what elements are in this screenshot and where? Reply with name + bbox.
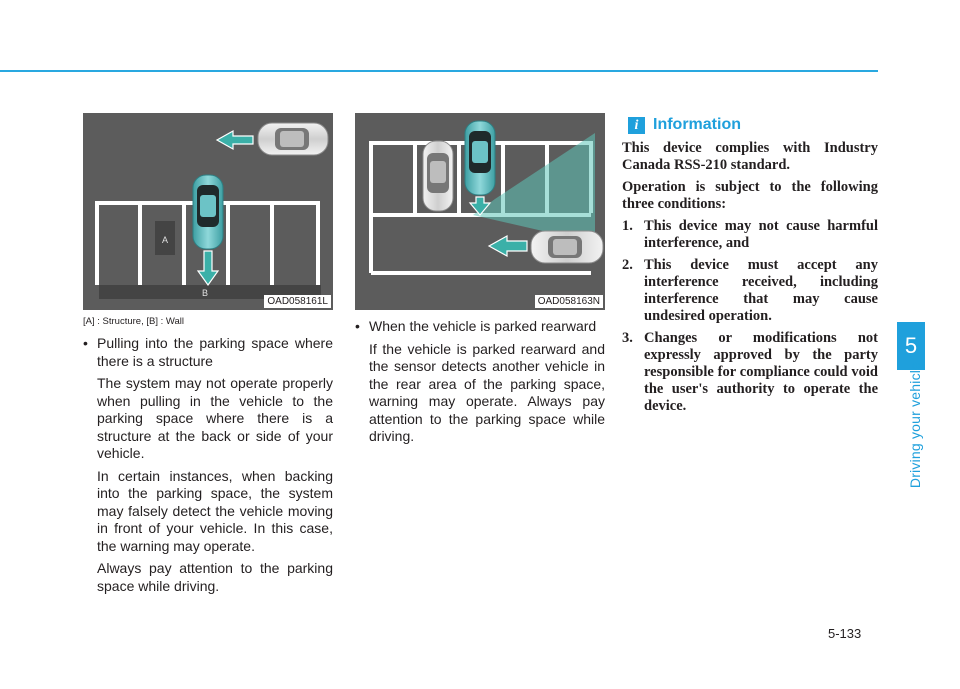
page-number: 5-133: [828, 626, 862, 641]
paragraph: Always pay attention to the parking space while driving.: [97, 560, 333, 594]
figure-pulling-in: [83, 113, 333, 310]
info-paragraph: Operation is subject to the following three conditions:: [622, 179, 878, 212]
list-item: [622, 218, 878, 252]
column-1: [83, 335, 333, 595]
paragraph: The system may not operate properly when pulling in the vehicle to the parking space where there is a structure at the back or side of your vehicle.: [97, 375, 333, 461]
info-header: [628, 116, 741, 134]
label-b: B: [201, 288, 209, 298]
figure-parked-rearward: [355, 113, 605, 310]
down-arrow: [198, 251, 218, 285]
silver-parked-car: [423, 141, 453, 211]
left-arrow: [217, 131, 253, 149]
list-text: This device must accept any interference received, including interference that may cause undesired operation.: [644, 257, 878, 324]
info-body: [622, 140, 878, 420]
list-item: [622, 257, 878, 325]
list-number: 1.: [622, 218, 633, 234]
chapter-title: Driving your vehicle: [907, 361, 923, 489]
list-item: [622, 330, 878, 415]
bullet-text: When the vehicle is parked rearward: [369, 318, 597, 334]
figure-caption: [A] : Structure, [B] : Wall: [83, 316, 185, 327]
info-paragraph: This device complies with Industry Canada RSS-210 standard.: [622, 140, 878, 173]
paragraph: If the vehicle is parked rearward and the sensor detects another vehicle in the rear area of the parking space, warning may operate. Always pay attention to the parking space while driving.: [369, 340, 605, 444]
figure-code: OAD058163N: [535, 295, 603, 308]
parking-diagram-1: [83, 113, 333, 310]
teal-car: [465, 121, 495, 195]
silver-approaching-car: [531, 231, 603, 263]
header-rule: [0, 70, 878, 72]
chapter-tab: 5: [897, 322, 925, 370]
list-number: 3.: [622, 330, 633, 346]
silver-car: [258, 123, 328, 155]
list-number: 2.: [622, 257, 633, 273]
info-icon: i: [628, 117, 645, 134]
bullet-dot: •: [355, 318, 360, 334]
label-a: A: [161, 235, 169, 245]
bullet-item: [83, 335, 333, 370]
figure-code: OAD058161L: [264, 295, 331, 308]
bullet-item: [355, 318, 605, 336]
bullet-text: Pulling into the parking space where there is a structure: [97, 335, 333, 369]
list-text: Changes or modifications not expressly approved by the party responsible for compliance could void the user's authority to operate the device.: [644, 330, 878, 414]
teal-car: [193, 175, 223, 249]
column-2: [355, 318, 605, 446]
list-text: This device may not cause harmful interference, and: [644, 218, 878, 251]
paragraph: In certain instances, when backing into the parking space, the system may falsely detect the vehicle moving in front of your vehicle. In this case, the warning may operate.: [97, 467, 333, 554]
left-arrow: [489, 236, 527, 256]
info-title: Information: [653, 116, 741, 133]
parking-diagram-2: [355, 113, 605, 310]
bullet-dot: •: [83, 335, 88, 351]
